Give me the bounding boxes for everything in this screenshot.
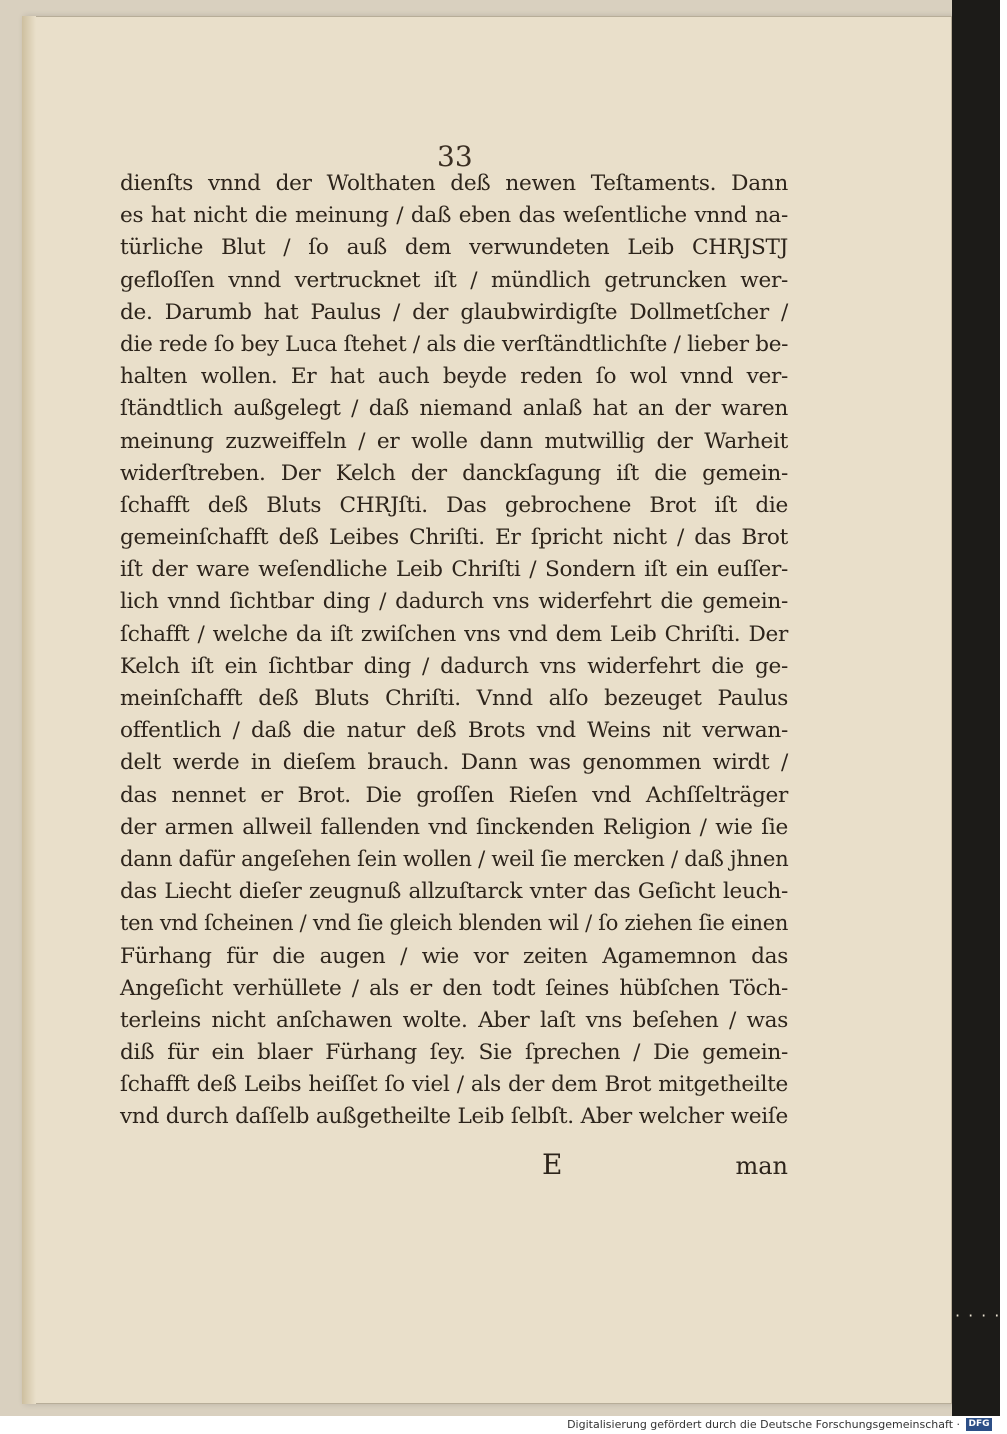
text-line: türliche Blut / ſo auß dem verwundeten Leib CHRJSTJ — [120, 235, 788, 261]
dfg-logo: DFG — [966, 1418, 992, 1431]
footer-credit: Digitalisierung gefördert durch die Deutsche Forschungsgemeinschaft · — [567, 1418, 960, 1431]
text-line: meinung zuzweiffeln / er wolle dann mutwillig der Warheit — [120, 428, 788, 454]
edge-dots: ···· — [955, 1306, 1007, 1325]
text-line: meinſchafft deß Bluts Chriſti. Vnnd alſo bezeuget Paulus — [120, 686, 788, 711]
text-line: das nennet er Brot. Die groſſen Rieſen vnd Achſſelträger — [120, 782, 788, 808]
text-line: die rede ſo bey Luca ſtehet / als die verſtändtlichſte / lieber be- — [120, 331, 789, 357]
text-line: Angeſicht verhüllete / als er den todt ſeines hübſchen Töch- — [120, 975, 788, 1001]
text-line: widerſtreben. Der Kelch der danckſagung iſt die gemein- — [120, 460, 788, 486]
text-line: dienſts vnnd der Wolthaten deß newen Teſtaments. Dann — [120, 171, 788, 196]
catch-row — [120, 1148, 788, 1188]
signature-mark: E — [542, 1148, 563, 1181]
text-line: de. Darumb hat Paulus / der glaubwirdigſte Dollmetſcher / — [120, 299, 788, 325]
text-line: diß für ein blaer Fürhang ſey. Sie ſprechen / Die gemein- — [120, 1040, 788, 1066]
text-line: ſchafft deß Bluts CHRJſti. Das gebrochene Brot iſt die — [120, 492, 788, 518]
scanner-border — [952, 0, 1000, 1416]
text-line: offentlich / daß die natur deß Brots vnd Weins nit verwan- — [120, 718, 788, 744]
text-line: terleins nicht anſchawen wolte. Aber laſt vns beſehen / was — [120, 1007, 788, 1033]
text-line: halten wollen. Er hat auch beyde reden ſo wol vnnd ver- — [120, 364, 788, 390]
text-line: delt werde in dieſem brauch. Dann was genommen wirdt / — [120, 750, 788, 776]
text-line: gefloſſen vnnd vertrucknet iſt / mündlich getruncken wer- — [120, 267, 788, 293]
text-line: ſchafft / welche da iſt zwiſchen vns vnd dem Leib Chriſti. Der — [120, 621, 788, 647]
catchword: man — [735, 1152, 788, 1180]
text-line: es hat nicht die meinung / daß eben das weſentliche vnnd na- — [120, 203, 788, 229]
page-number: 33 — [437, 140, 473, 173]
text-line: vnd durch daſſelb außgetheilte Leib ſelbſt. Aber welcher weiſe — [120, 1104, 788, 1130]
text-line: gemeinſchafft deß Leibes Chriſti. Er ſpricht nicht / das Brot — [120, 525, 788, 551]
text-line: ſchafft deß Leibs heiſſet ſo viel / als der dem Brot mitgetheilte — [120, 1072, 788, 1098]
text-line: der armen allweil fallenden vnd ſinckenden Religion / wie ſie — [120, 814, 788, 840]
body-text — [120, 168, 788, 1134]
footer-bar — [0, 1416, 1000, 1434]
text-line: Kelch iſt ein ſichtbar ding / dadurch vns widerfehrt die ge- — [120, 653, 788, 679]
text-line: ſtändtlich außgelegt / daß niemand anlaß hat an der waren — [120, 396, 788, 422]
text-line: lich vnnd ſichtbar ding / dadurch vns widerfehrt die gemein- — [120, 589, 788, 615]
text-line: iſt der ware weſendliche Leib Chriſti / Sondern iſt ein euſſer- — [120, 557, 788, 583]
binding-edge — [22, 16, 36, 1404]
text-line: ten vnd ſcheinen / vnd ſie gleich blenden wil / ſo ziehen ſie einen — [120, 911, 789, 937]
text-line: dann dafür angeſehen ſein wollen / weil ſie mercken / daß jhnen — [120, 846, 789, 872]
text-line: das Liecht dieſer zeugnuß allzuſtarck vnter das Geſicht leuch- — [120, 879, 788, 905]
text-line: Fürhang für die augen / wie vor zeiten Agamemnon das — [120, 943, 788, 969]
